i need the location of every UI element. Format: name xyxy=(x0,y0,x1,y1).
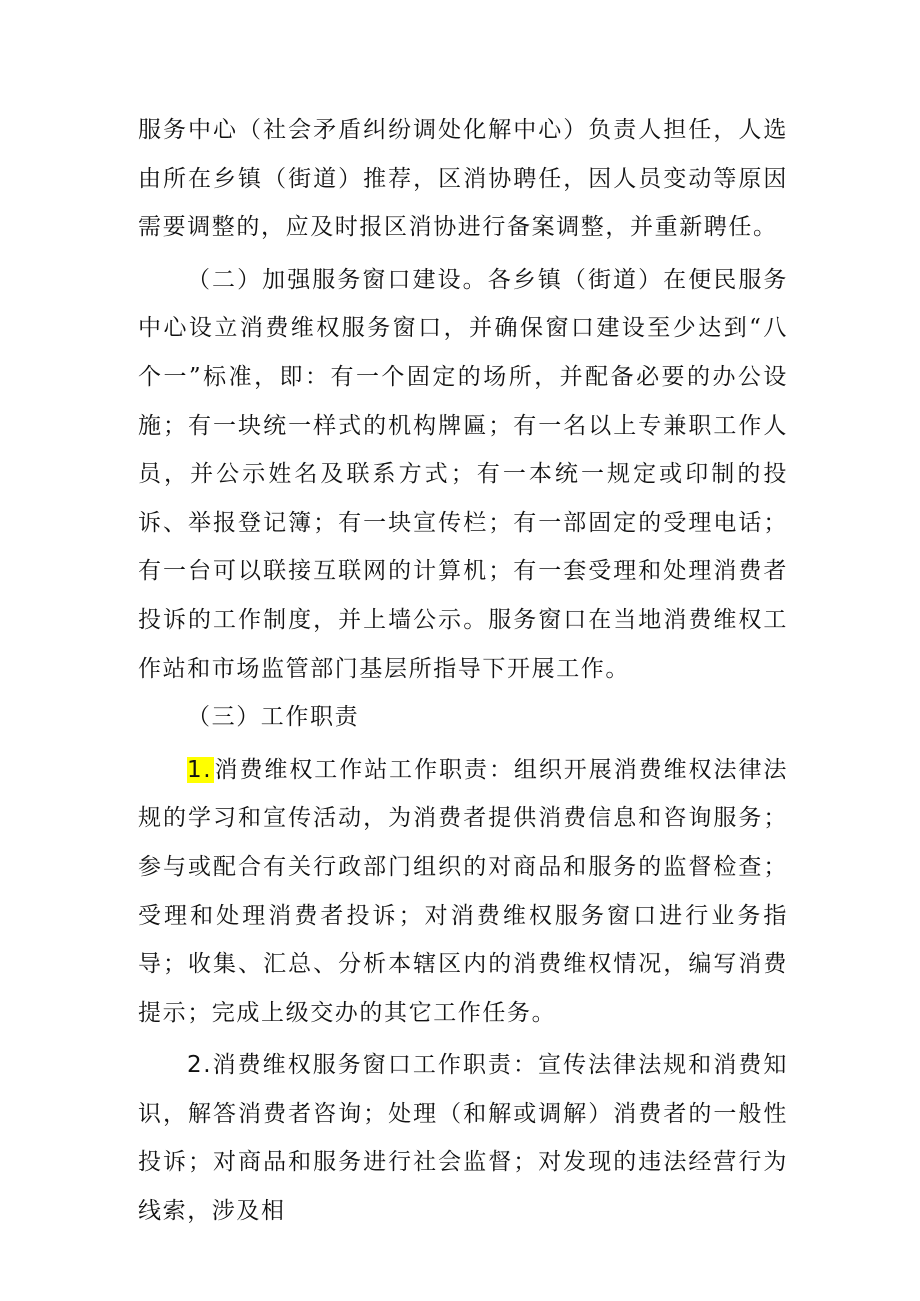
paragraph-service-window: （二）加强服务窗口建设。各乡镇（街道）在便民服务中心设立消费维权服务窗口，并确保窗口建设至少达到“八个一”标准，即：有一个固定的场所，并配备必要的办公设施；有一块统一样式的机构牌匾；有一名以上专兼职工作人员，并公示姓名及联系方式；有一本统一规定或印制的投诉、举报登记簿；有一块宣传栏；有一部固定的受理电话；有一台可以联接互联网的计算机；有一套受理和处理消费者投诉的工作制度，并上墙公示。服务窗口在当地消费维权工作站和市场监管部门基层所指导下开展工作。 xyxy=(138,266,788,682)
paragraph-duty-1 xyxy=(138,746,788,1038)
paragraph-duty-2-text: 消费维权服务窗口工作职责：宣传法律法规和消费知识，解答消费者咨询；处理（和解或调解）消费者的一般性投诉；对商品和服务进行社会监督；对发现的违法经营行为线索，涉及相 xyxy=(138,1052,788,1225)
highlighted-number: 1. xyxy=(187,756,213,783)
paragraph-duty-2 xyxy=(138,1041,788,1235)
paragraph-continued: 服务中心（社会矛盾纠纷调处化解中心）负责人担任，人选由所在乡镇（街道）推荐，区消协聘任，因人员变动等原因需要调整的，应及时报区消协进行备案调整，并重新聘任。 xyxy=(138,117,788,241)
paragraph-duty-1-text: 消费维权工作站工作职责：组织开展消费维权法律法规的学习和宣传活动，为消费者提供消费信息和咨询服务；参与或配合有关行政部门组织的对商品和服务的监督检查；受理和处理消费者投诉；对消费维权服务窗口进行业务指导；收集、汇总、分析本辖区内的消费维权情况，编写消费提示；完成上级交办的其它工作任务。 xyxy=(138,756,788,1026)
section-heading-duties: （三）工作职责 xyxy=(187,704,360,731)
document-body xyxy=(138,106,788,1236)
list-number: 2. xyxy=(187,1052,213,1079)
